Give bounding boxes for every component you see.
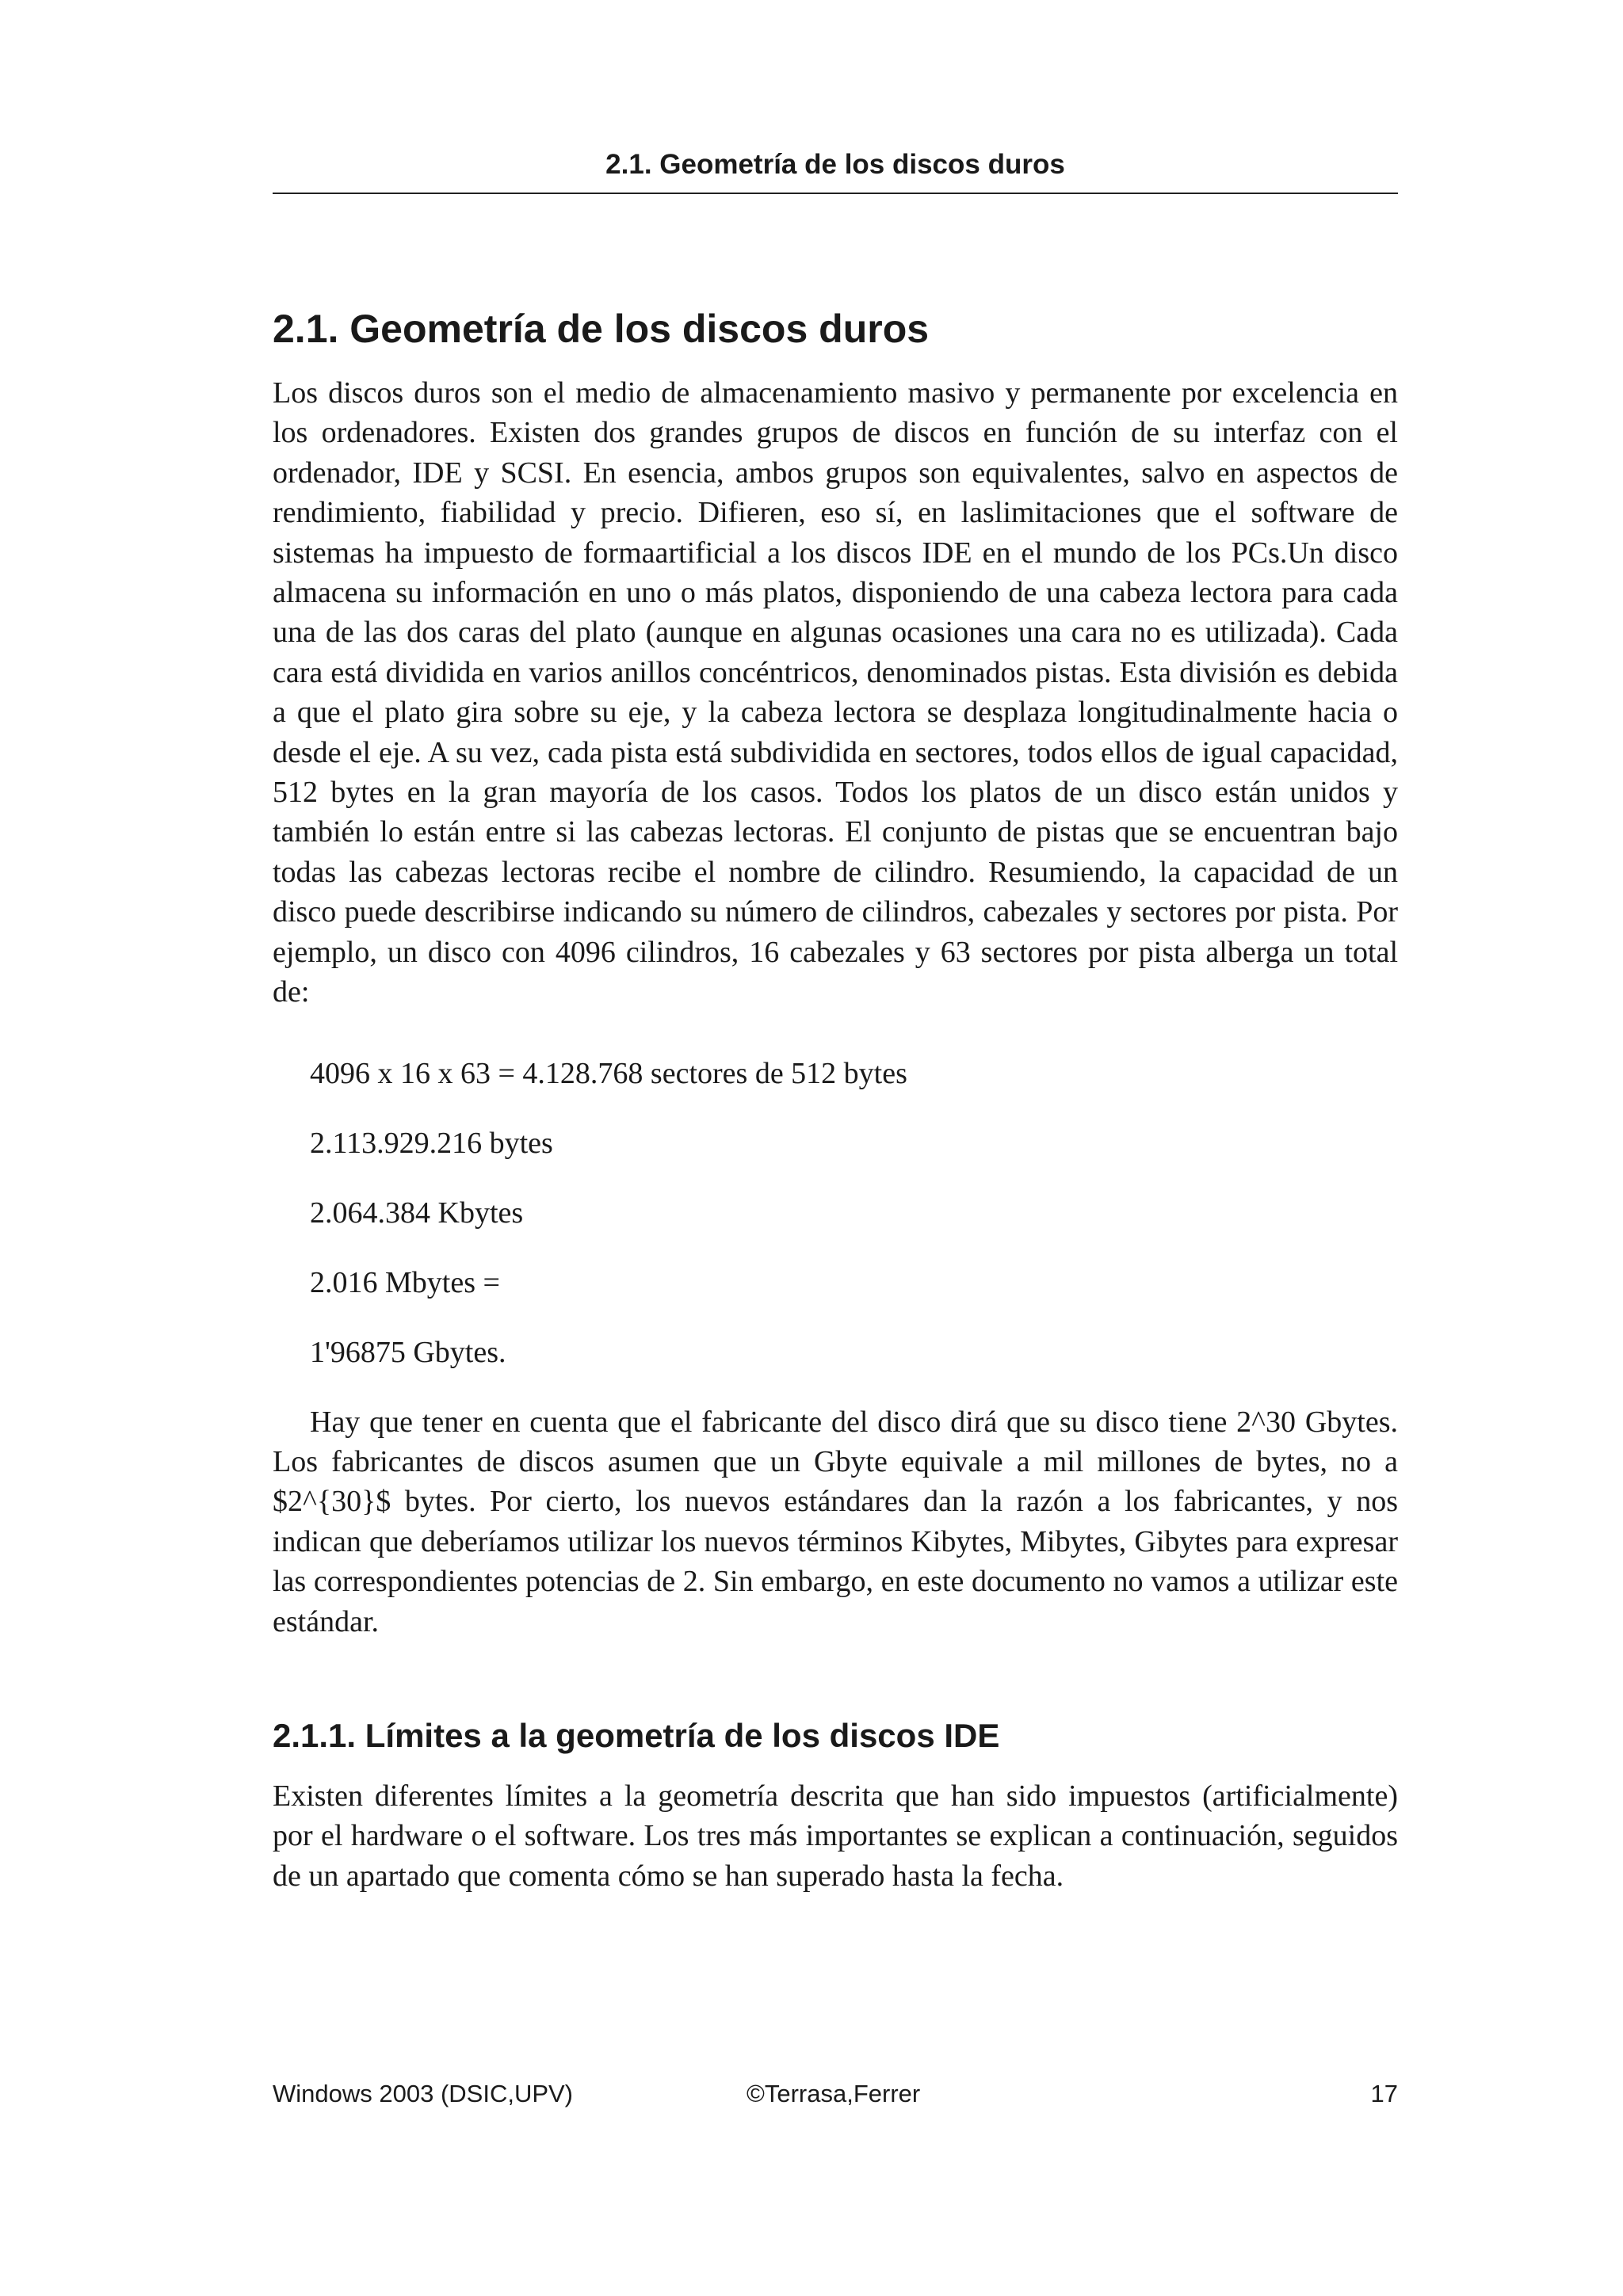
calculation-line: 1'96875 Gbytes. (310, 1335, 506, 1369)
section-paragraph-2: Hay que tener en cuenta que el fabricante del disco dirá que su disco tiene 2^30 Gbytes. Los fabricantes de discos asumen que un Gbyte equivale a mil millones de bytes, no a $2^{30}$ bytes. Por cierto, los nuevos estándares dan la razón a los fabricantes, y nos indican que deberíamos utilizar los nuevos términos Kibytes, Mibytes, Gibytes para expresar las correspondientes potencias de 2. Sin embargo, en este documento no vamos a utilizar este estándar. (273, 1405, 1398, 1638)
footer-left-text: Windows 2003 (DSIC,UPV) (273, 2080, 574, 2107)
header-rule (273, 193, 1398, 194)
section-title: 2.1. Geometría de los discos duros (273, 307, 930, 351)
section-paragraph-1: Los discos duros son el medio de almacenamiento masivo y permanente por excelencia en los ordenadores. Existen dos grandes grupos de discos en función de su interfaz con el ordenador, IDE y SCSI. En esencia, ambos grupos son equivalentes, salvo en aspectos de rendimiento, fiabilidad y precio. Difieren, eso sí, en laslimitaciones que el software de sistemas ha impuesto de formaartificial a los discos IDE en el mundo de los PCs.Un disco almacena su información en uno o más platos, disponiendo de una cabeza lectora para cada una de las dos caras del plato (aunque en algunas ocasiones una cara no es utilizada). Cada cara está dividida en varios anillos concéntricos, denominados pistas. Esta división es debida a que el plato gira sobre su eje, y la cabeza lectora se desplaza longitudinalmente hacia o desde el eje. A su vez, cada pista está subdividida en sectores, todos ellos de igual capacidad, 512 bytes en la gran mayoría de los casos. Todos los platos de un disco están unidos y también lo están entre si las cabezas lectoras. El conjunto de pistas que se encuentran bajo todas las cabezas lectoras recibe el nombre de cilindro. Resumiendo, la capacidad de un disco puede describirse indicando su número de cilindros, cabezales y sectores por pista. Por ejemplo, un disco con 4096 cilindros, 16 cabezales y 63 sectores por pista alberga un total de: (273, 376, 1398, 1009)
calculation-list (273, 1054, 1398, 1372)
calculation-line: 2.064.384 Kbytes (310, 1196, 524, 1230)
page-number: 17 (1370, 2080, 1398, 2107)
calculation-line: 2.113.929.216 bytes (310, 1126, 553, 1160)
subsection-title: 2.1.1. Límites a la geometría de los discos IDE (273, 1716, 1000, 1754)
subsection-paragraph: Existen diferentes límites a la geometría descrita que han sido impuestos (artificialmente) por el hardware o el software. Los tres más importantes se explican a continuación, seguidos de un apartado que comenta cómo se han superado hasta la fecha. (273, 1779, 1398, 1893)
calculation-line: 2.016 Mbytes = (310, 1265, 500, 1299)
running-header: 2.1. Geometría de los discos duros (605, 149, 1065, 180)
footer-copyright: ©Terrasa,Ferrer (747, 2080, 921, 2107)
main-content (273, 305, 1398, 1896)
calculation-line: 4096 x 16 x 63 = 4.128.768 sectores de 512 bytes (310, 1056, 907, 1090)
